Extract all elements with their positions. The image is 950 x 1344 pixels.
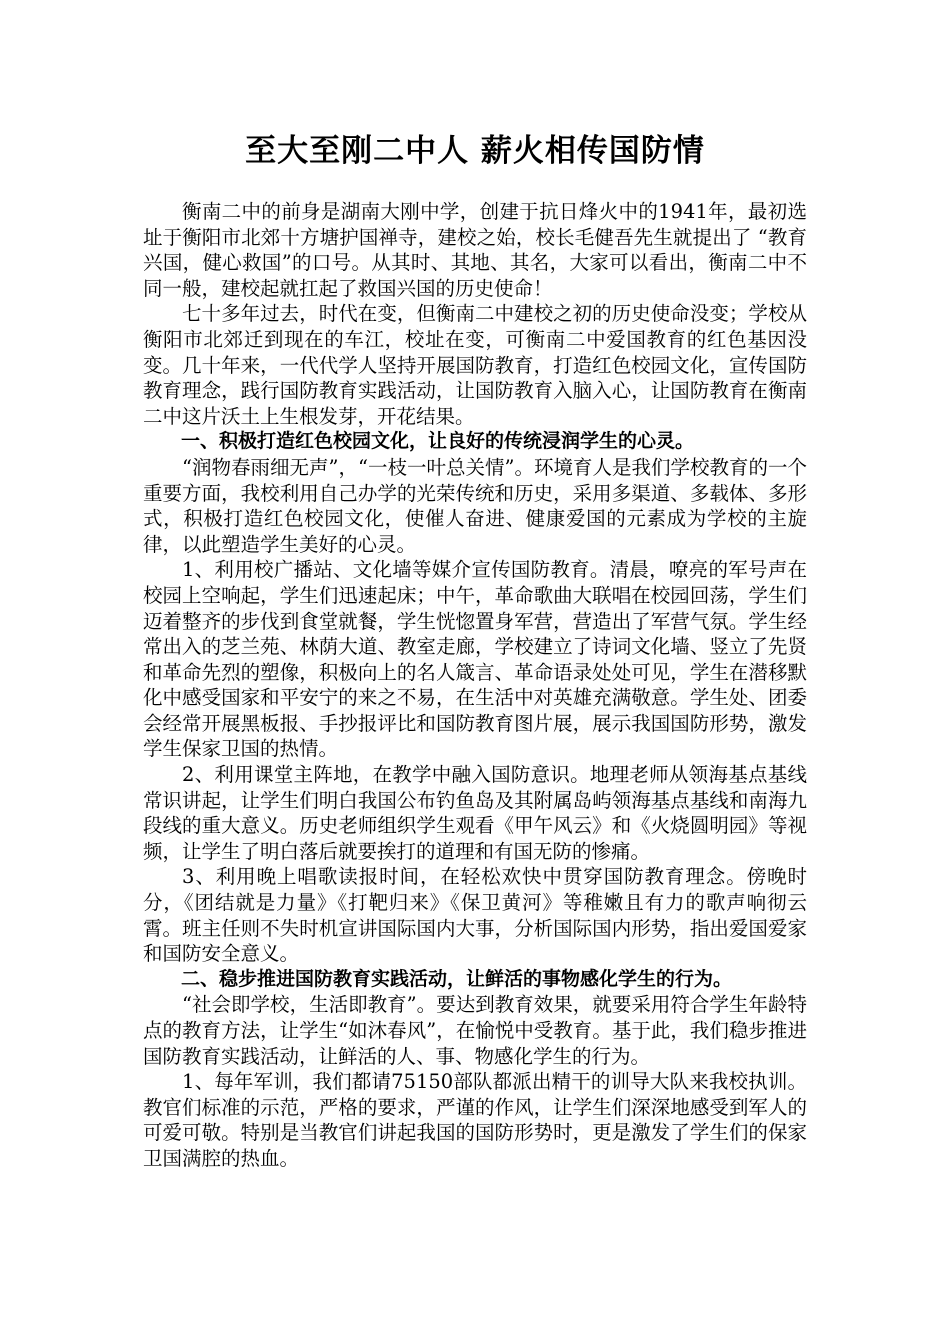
paragraph-section-1-intro: “润物春雨细无声”，“一枝一叶总关情”。环境育人是我们学校教育的一个重要方面，我校利用自己办学的光荣传统和历史，采用多渠道、多载体、多形式，积极打造红色校园文化，使催人奋进、健康爱国的元素成为学校的主旋律，以此塑造学生美好的心灵。 [143, 455, 807, 556]
paragraph-item-evening: 3、利用晚上唱歌读报时间，在轻松欢快中贯穿国防教育理念。傍晚时分，《团结就是力量》《打靶归来》《保卫黄河》等稚嫩且有力的歌声响彻云霄。班主任则不失时机宣讲国际国内大事，分析国际国内形势，指出爱国爱家和国防安全意义。 [143, 865, 807, 966]
paragraph-item-classroom: 2、利用课堂主阵地，在教学中融入国防意识。地理老师从领海基点基线常识讲起，让学生们明白我国公布钓鱼岛及其附属岛屿领海基点基线和南海九段线的重大意义。历史老师组织学生观看《甲午风云》和《火烧圆明园》等视频，让学生了明白落后就要挨打的道理和有国无防的惨痛。 [143, 763, 807, 863]
section-heading-1: 一、积极打造红色校园文化，让良好的传统浸润学生的心灵。 [181, 430, 695, 453]
document-body [143, 199, 807, 1172]
paragraph-item-military-training: 1、每年军训，我们都请75150部队都派出精干的训导大队来我校执训。教官们标准的示范，严格的要求，严谨的作风，让学生们深深地感受到军人的可爱可敬。特别是当教官们讲起我国的国防形势时，更是激发了学生们的保家卫国满腔的热血。 [143, 1070, 807, 1170]
paragraph-section-2-intro: “社会即学校，生活即教育”。要达到教育效果，就要采用符合学生年龄特点的教育方法，让学生“如沐春风”，在愉悦中受教育。基于此，我们稳步推进国防教育实践活动，让鲜活的人、事、物感化学生的行为。 [143, 993, 807, 1068]
section-heading-2: 二、稳步推进国防教育实践活动，让鲜活的事物感化学生的行为。 [181, 967, 733, 990]
paragraph-history: 七十多年过去，时代在变，但衡南二中建校之初的历史使命没变；学校从衡阳市北郊迁到现在的车江，校址在变，可衡南二中爱国教育的红色基因没变。几十年来，一代代学人坚持开展国防教育，打造红色校园文化，宣传国防教育理念，践行国防教育实践活动，让国防教育入脑入心，让国防教育在衡南二中这片沃土上生根发芽，开花结果。 [143, 302, 807, 428]
paragraph-intro: 衡南二中的前身是湖南大刚中学，创建于抗日烽火中的1941年，最初选址于衡阳市北郊十方塘护国禅寺，建校之始，校长毛健吾先生就提出了 “教育兴国，健心救国”的口号。从其时、其地、其名，大家可以看出，衡南二中不同一般，建校起就扛起了救国兴国的历史使命！ [143, 200, 807, 300]
paragraph-item-broadcast: 1、利用校广播站、文化墙等媒介宣传国防教育。清晨，嘹亮的军号声在校园上空响起，学生们迅速起床；中午，革命歌曲大联唱在校园回荡，学生们迈着整齐的步伐到食堂就餐，学生恍惚置身军营，营造出了军营气氛。学生经常出入的芝兰苑、林荫大道、教室走廊，学校建立了诗词文化墙、竖立了先贤和革命先烈的塑像，积极向上的名人箴言、革命语录处处可见，学生在潜移默化中感受国家和平安宁的来之不易，在生活中对英雄充满敬意。学生处、团委会经常开展黑板报、手抄报评比和国防教育图片展，展示我国国防形势，激发学生保家卫国的热情。 [143, 558, 807, 761]
document-title: 至大至刚二中人 薪火相传国防情 [245, 133, 705, 169]
